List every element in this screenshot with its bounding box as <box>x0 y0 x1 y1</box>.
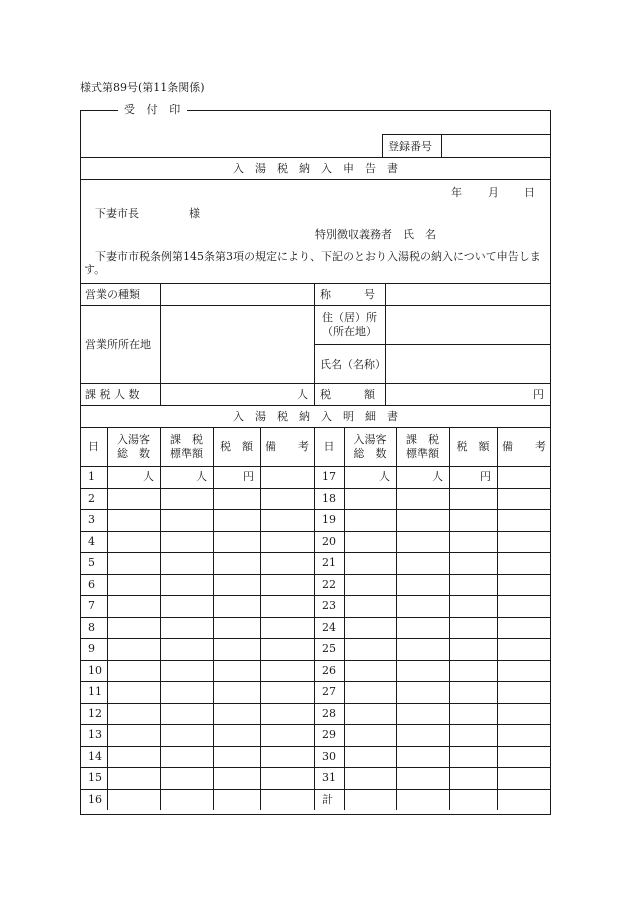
detail-cell[interactable] <box>109 490 158 508</box>
detail-cell[interactable] <box>215 769 258 787</box>
detail-cell[interactable] <box>109 726 158 744</box>
day-number-left: 11 <box>88 685 102 698</box>
detail-cell[interactable] <box>499 769 549 787</box>
detail-cell[interactable] <box>262 769 312 787</box>
detail-row-line <box>80 767 551 768</box>
detail-cell[interactable] <box>398 597 447 615</box>
header-guests-right-1: 入湯客 <box>353 433 387 446</box>
detail-col-line-1 <box>107 427 108 810</box>
guests-unit-left: 人 <box>143 470 154 483</box>
detail-cell[interactable] <box>499 705 549 723</box>
detail-cell[interactable] <box>109 769 158 787</box>
business-location-field[interactable] <box>163 308 311 380</box>
day-number-left: 8 <box>88 621 95 634</box>
detail-col-line-7 <box>396 427 397 810</box>
detail-cell[interactable] <box>162 769 211 787</box>
reception-stamp-label: 受 付 印 <box>118 103 187 117</box>
divider-detail-title <box>80 427 551 428</box>
declaration-body-text: 下妻市市税条例第145条第3項の規定により、下記のとおり入湯税の納入について申告します。 <box>84 250 541 276</box>
detail-cell[interactable] <box>262 511 312 529</box>
day-number-right: 25 <box>322 642 336 655</box>
day-number-left: 3 <box>88 513 95 526</box>
detail-cell[interactable] <box>109 554 158 572</box>
detail-cell[interactable] <box>215 576 258 594</box>
day-number-right: 29 <box>322 728 336 741</box>
header-tax-right: 税 額 <box>456 440 490 453</box>
detail-cell[interactable] <box>451 791 495 809</box>
detail-cell[interactable] <box>215 619 258 637</box>
guests-unit-right: 人 <box>379 470 390 483</box>
detail-cell[interactable] <box>499 662 549 680</box>
detail-cell[interactable] <box>162 597 211 615</box>
detail-cell[interactable] <box>262 597 312 615</box>
day-number-right: 19 <box>322 513 336 526</box>
detail-cell[interactable] <box>499 640 549 658</box>
detail-cell[interactable] <box>398 511 447 529</box>
detail-cell[interactable] <box>346 533 394 551</box>
header-remarks-left: 備 考 <box>265 440 309 453</box>
taxed-people-unit: 人 <box>297 388 308 401</box>
detail-cell[interactable] <box>346 597 394 615</box>
detail-cell[interactable] <box>398 576 447 594</box>
day-number-right: 26 <box>322 664 336 677</box>
detail-cell[interactable] <box>398 490 447 508</box>
detail-row-line <box>80 488 551 489</box>
detail-cell[interactable] <box>262 554 312 572</box>
detail-cell[interactable] <box>109 683 158 701</box>
header-remarks-right: 備 考 <box>502 440 546 453</box>
detail-cell[interactable] <box>398 791 447 809</box>
divider-info-row2 <box>314 344 551 345</box>
honorific: 様 <box>189 207 200 220</box>
divider-info-bottom <box>80 405 551 406</box>
detail-cell[interactable] <box>215 748 258 766</box>
day-number-right: 24 <box>322 621 336 634</box>
day-number-left: 1 <box>88 470 95 483</box>
detail-cell[interactable] <box>499 533 549 551</box>
form-number-label: 様式第89号(第11条関係) <box>80 81 205 94</box>
day-number-left: 4 <box>88 535 95 548</box>
registration-number-label: 登録番号 <box>388 140 432 153</box>
detail-cell[interactable] <box>162 533 211 551</box>
detail-cell[interactable] <box>346 726 394 744</box>
detail-cell[interactable] <box>499 576 549 594</box>
detail-row-line <box>80 531 551 532</box>
detail-cell[interactable] <box>398 640 447 658</box>
detail-cell[interactable] <box>451 576 495 594</box>
detail-cell[interactable] <box>451 511 495 529</box>
detail-cell[interactable] <box>109 705 158 723</box>
header-base-left-2: 標準額 <box>170 447 203 460</box>
detail-cell[interactable] <box>109 748 158 766</box>
detail-cell[interactable] <box>162 490 211 508</box>
date-day-label: 日 <box>524 186 535 199</box>
info-col-2 <box>314 283 315 405</box>
day-number-right: 28 <box>322 707 336 720</box>
header-guests-right-2: 総 数 <box>353 447 387 460</box>
base-unit-left: 人 <box>196 470 207 483</box>
detail-cell[interactable] <box>346 662 394 680</box>
detail-cell[interactable] <box>398 705 447 723</box>
detail-cell[interactable] <box>109 619 158 637</box>
tax-amount-unit: 円 <box>533 388 544 401</box>
detail-cell[interactable] <box>499 748 549 766</box>
registration-box-divider <box>441 134 442 157</box>
detail-row-line <box>80 509 551 510</box>
day-number-right: 22 <box>322 578 336 591</box>
detail-row-line <box>80 724 551 725</box>
residence-field[interactable] <box>388 308 548 341</box>
detail-col-line-8 <box>449 427 450 810</box>
residence-sub-label: （所在地） <box>322 325 377 338</box>
detail-cell[interactable] <box>346 490 394 508</box>
business-name-field[interactable] <box>388 286 548 303</box>
detail-title: 入 湯 税 納 入 明 細 書 <box>233 410 398 423</box>
detail-cell[interactable] <box>451 662 495 680</box>
detail-cell[interactable] <box>215 705 258 723</box>
detail-cell[interactable] <box>398 683 447 701</box>
detail-cell[interactable] <box>109 576 158 594</box>
detail-cell[interactable] <box>499 791 549 809</box>
day-number-right: 21 <box>322 556 336 569</box>
day-number-right: 18 <box>322 492 336 505</box>
info-col-3 <box>385 283 386 405</box>
detail-cell[interactable] <box>451 533 495 551</box>
detail-cell[interactable] <box>451 748 495 766</box>
detail-cell[interactable] <box>162 683 211 701</box>
detail-cell[interactable] <box>162 726 211 744</box>
detail-cell[interactable] <box>346 748 394 766</box>
day-number-left: 7 <box>88 599 95 612</box>
detail-cell[interactable] <box>262 576 312 594</box>
detail-cell[interactable] <box>162 705 211 723</box>
header-base-right-2: 標準額 <box>406 447 439 460</box>
header-day-right: 日 <box>323 440 335 453</box>
detail-cell[interactable] <box>162 640 211 658</box>
detail-cell[interactable] <box>451 490 495 508</box>
detail-cell[interactable] <box>398 726 447 744</box>
detail-cell[interactable] <box>398 533 447 551</box>
day-number-right: 23 <box>322 599 336 612</box>
business-name-label: 称 号 <box>320 288 375 301</box>
detail-cell[interactable] <box>262 748 312 766</box>
detail-col-line-9 <box>497 427 498 810</box>
detail-row-line <box>80 595 551 596</box>
divider-registration <box>80 157 551 158</box>
business-type-label: 営業の種類 <box>85 288 140 301</box>
detail-cell[interactable] <box>346 576 394 594</box>
day-number-right: 20 <box>322 535 336 548</box>
detail-cell[interactable] <box>451 726 495 744</box>
detail-cell[interactable] <box>262 791 312 809</box>
divider-title <box>80 179 551 180</box>
date-month-label: 月 <box>488 186 499 199</box>
divider-info-row1 <box>80 305 551 306</box>
day-number-left: 14 <box>88 750 102 763</box>
detail-row-line <box>80 681 551 682</box>
detail-cell[interactable] <box>499 726 549 744</box>
detail-row-line <box>80 660 551 661</box>
header-base-left-1: 課 税 <box>170 433 203 446</box>
detail-cell[interactable] <box>109 640 158 658</box>
detail-row-line <box>80 746 551 747</box>
detail-cell[interactable] <box>109 597 158 615</box>
day-number-left: 2 <box>88 492 95 505</box>
header-tax-left: 税 額 <box>220 440 253 453</box>
detail-cell[interactable] <box>262 705 312 723</box>
taxed-people-label: 課 税 人 数 <box>85 388 140 401</box>
taxpayer-name-label: 特別徴収義務者 氏 名 <box>315 228 436 241</box>
divider-info-row3 <box>80 383 551 384</box>
detail-cell[interactable] <box>215 597 258 615</box>
divider-info-top <box>80 283 551 284</box>
detail-cell[interactable] <box>346 769 394 787</box>
detail-cell[interactable] <box>499 597 549 615</box>
detail-cell[interactable] <box>499 468 549 486</box>
detail-cell[interactable] <box>162 791 211 809</box>
day-number-left: 9 <box>88 642 95 655</box>
detail-cell[interactable] <box>499 619 549 637</box>
header-day-left: 日 <box>88 440 99 453</box>
detail-cell[interactable] <box>398 619 447 637</box>
detail-cell[interactable] <box>262 726 312 744</box>
detail-cell[interactable] <box>398 748 447 766</box>
tax-amount-label: 税 額 <box>320 388 375 401</box>
header-guests-left-1: 入湯客 <box>117 433 150 446</box>
detail-cell[interactable] <box>109 533 158 551</box>
detail-cell[interactable] <box>262 619 312 637</box>
day-number-right: 30 <box>322 750 336 763</box>
detail-cell[interactable] <box>398 662 447 680</box>
detail-cell[interactable] <box>215 791 258 809</box>
detail-row-line <box>80 703 551 704</box>
day-number-right: 計 <box>322 793 333 806</box>
detail-row-line <box>80 789 551 790</box>
addressee: 下妻市長 <box>95 207 139 220</box>
declaration-title: 入 湯 税 納 入 申 告 書 <box>233 162 398 175</box>
day-number-left: 5 <box>88 556 95 569</box>
detail-col-line-5 <box>314 427 315 810</box>
detail-cell[interactable] <box>215 554 258 572</box>
day-number-left: 15 <box>88 771 102 784</box>
detail-cell[interactable] <box>499 511 549 529</box>
day-number-left: 16 <box>88 793 102 806</box>
detail-row-line <box>80 617 551 618</box>
detail-cell[interactable] <box>451 619 495 637</box>
date-year-label: 年 <box>451 186 462 199</box>
detail-cell[interactable] <box>162 511 211 529</box>
detail-cell[interactable] <box>398 554 447 572</box>
detail-row-line <box>80 638 551 639</box>
detail-cell[interactable] <box>451 705 495 723</box>
tax-unit-left: 円 <box>243 470 254 483</box>
detail-cell[interactable] <box>451 769 495 787</box>
detail-cell[interactable] <box>451 554 495 572</box>
detail-cell[interactable] <box>109 511 158 529</box>
day-number-right: 27 <box>322 685 336 698</box>
detail-cell[interactable] <box>451 640 495 658</box>
detail-col-line-2 <box>160 427 161 810</box>
detail-cell[interactable] <box>346 511 394 529</box>
detail-cell[interactable] <box>262 468 312 486</box>
detail-cell[interactable] <box>262 640 312 658</box>
tax-unit-right: 円 <box>480 470 491 483</box>
detail-cell[interactable] <box>346 619 394 637</box>
detail-row-line <box>80 574 551 575</box>
detail-cell[interactable] <box>215 683 258 701</box>
detail-cell[interactable] <box>215 726 258 744</box>
detail-cell[interactable] <box>162 748 211 766</box>
registration-number-field[interactable] <box>444 138 548 155</box>
detail-cell[interactable] <box>346 640 394 658</box>
detail-cell[interactable] <box>346 791 394 809</box>
detail-col-line-6 <box>344 427 345 810</box>
detail-cell[interactable] <box>215 511 258 529</box>
detail-cell[interactable] <box>215 533 258 551</box>
detail-cell[interactable] <box>262 662 312 680</box>
detail-cell[interactable] <box>451 683 495 701</box>
detail-cell[interactable] <box>215 640 258 658</box>
detail-cell[interactable] <box>398 769 447 787</box>
day-number-left: 10 <box>88 664 102 677</box>
detail-cell[interactable] <box>109 662 158 680</box>
detail-col-line-3 <box>213 427 214 810</box>
detail-cell[interactable] <box>499 554 549 572</box>
header-base-right-1: 課 税 <box>406 433 439 446</box>
header-guests-left-2: 総 数 <box>117 447 150 460</box>
detail-cell[interactable] <box>215 662 258 680</box>
detail-cell[interactable] <box>346 705 394 723</box>
detail-cell[interactable] <box>346 683 394 701</box>
detail-cell[interactable] <box>109 791 158 809</box>
detail-cell[interactable] <box>262 490 312 508</box>
day-number-left: 6 <box>88 578 95 591</box>
name-label: 氏名（名称） <box>320 358 386 371</box>
detail-header-divider <box>80 466 551 467</box>
detail-cell[interactable] <box>262 533 312 551</box>
detail-cell[interactable] <box>262 683 312 701</box>
detail-cell[interactable] <box>162 619 211 637</box>
detail-cell[interactable] <box>162 554 211 572</box>
info-col-1 <box>160 283 161 405</box>
day-number-left: 12 <box>88 707 102 720</box>
detail-cell[interactable] <box>162 662 211 680</box>
day-number-right: 31 <box>322 771 336 784</box>
registration-box-top <box>382 134 551 135</box>
detail-cell[interactable] <box>499 683 549 701</box>
residence-label: 住（居）所 <box>322 311 377 324</box>
name-field[interactable] <box>388 347 548 380</box>
detail-cell[interactable] <box>215 490 258 508</box>
detail-row-line <box>80 552 551 553</box>
detail-cell[interactable] <box>499 490 549 508</box>
business-location-label: 営業所所在地 <box>85 338 151 351</box>
day-number-right: 17 <box>322 470 336 483</box>
business-type-field[interactable] <box>163 286 311 303</box>
day-number-left: 13 <box>88 728 102 741</box>
detail-cell[interactable] <box>346 554 394 572</box>
registration-box-left <box>382 134 383 157</box>
detail-cell[interactable] <box>162 576 211 594</box>
base-unit-right: 人 <box>432 470 443 483</box>
detail-cell[interactable] <box>451 597 495 615</box>
detail-col-line-4 <box>260 427 261 810</box>
